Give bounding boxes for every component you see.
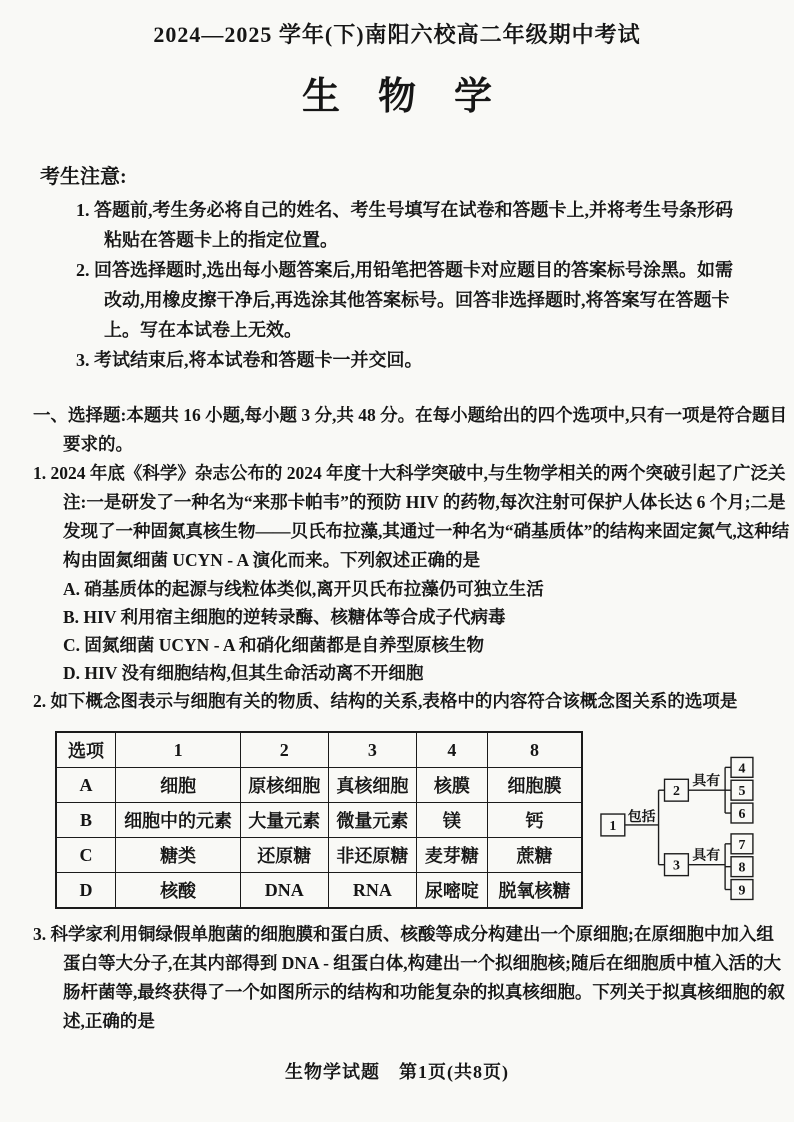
q2-table-cell: C bbox=[56, 838, 116, 873]
q2-table-header-cell: 选项 bbox=[56, 732, 116, 768]
diagram-label-have-top: 具有 bbox=[692, 774, 721, 790]
q2-table-cell: 非还原糖 bbox=[328, 838, 417, 873]
diagram-label-have-bottom: 具有 bbox=[692, 848, 721, 864]
question-1-options bbox=[63, 575, 763, 687]
q2-table-header-cell: 2 bbox=[241, 732, 329, 768]
q2-table-cell: 微量元素 bbox=[328, 803, 417, 838]
question-2-stem: 2. 如下概念图表示与细胞有关的物质、结构的关系,表格中的内容符合该概念图关系的选项是 bbox=[33, 691, 738, 711]
question-1-option-d: D. HIV 没有细胞结构,但其生命活动离不开细胞 bbox=[63, 663, 424, 683]
q2-table-row-a bbox=[56, 768, 582, 803]
q2-table-cell: RNA bbox=[328, 873, 417, 909]
q2-table-row-c bbox=[56, 838, 582, 873]
question-1-option-a: A. 硝基质体的起源与线粒体类似,离开贝氏布拉藻仍可独立生活 bbox=[63, 579, 544, 599]
q2-table-cell: B bbox=[56, 803, 116, 838]
diagram-label-include: 包括 bbox=[628, 809, 656, 825]
q2-table-cell: A bbox=[56, 768, 116, 803]
diagram-node-5: 5 bbox=[738, 784, 746, 800]
question-2-figure bbox=[55, 724, 794, 916]
q2-table-row-d bbox=[56, 873, 582, 909]
notice-list bbox=[76, 195, 740, 375]
notice-item-1: 1. 答题前,考生务必将自己的姓名、考生号填写在试卷和答题卡上,并将考生号条形码粘贴在答题卡上的指定位置。 bbox=[76, 200, 733, 250]
q2-table-header-row bbox=[56, 732, 582, 768]
notice-item-3: 3. 考试结束后,将本试卷和答题卡一并交回。 bbox=[76, 350, 423, 370]
subject-title: 生 物 学 bbox=[301, 76, 492, 118]
q2-table-cell: D bbox=[56, 873, 116, 909]
q2-table-header-cell: 8 bbox=[487, 732, 582, 768]
question-3-stem: 3. 科学家利用铜绿假单胞菌的细胞膜和蛋白质、核酸等成分构建出一个原细胞;在原细胞中加入组蛋白等大分子,在其内部得到 DNA - 组蛋白体,构建出一个拟细胞核;随后在细胞质中植入活的大肠杆菌等,最终获得了一个如图所示的结构和功能复杂的拟真核细胞。下列关于拟真核细胞的叙述,正确的是 bbox=[33, 924, 785, 1031]
diagram-node-8: 8 bbox=[738, 860, 746, 876]
q2-table-cell: 核酸 bbox=[116, 873, 241, 909]
concept-diagram bbox=[595, 724, 794, 916]
q2-table-cell: 真核细胞 bbox=[328, 768, 417, 803]
question-1-stem: 1. 2024 年底《科学》杂志公布的 2024 年度十大科学突破中,与生物学相关的两个突破引起了广泛关注:一是研发了一种名为“来那卡帕韦”的预防 HIV 的药物,每次注射可保护人体长达 6 个月;二是发现了一种固氮真核生物——贝氏布拉藻,其通过一种名为“硝基质体”的结构来固定氮气,这种结构由固氮细菌 UCYN - A 演化而来。下列叙述正确的是 bbox=[33, 463, 790, 570]
q2-table-header-cell: 4 bbox=[417, 732, 488, 768]
q2-table bbox=[55, 731, 583, 909]
diagram-node-1: 1 bbox=[609, 818, 617, 834]
diagram-node-6: 6 bbox=[738, 807, 746, 823]
q2-table-cell: 麦芽糖 bbox=[417, 838, 488, 873]
q2-table-row-b bbox=[56, 803, 582, 838]
notice-heading: 考生注意: bbox=[40, 166, 127, 188]
q2-table-cell: 脱氧核糖 bbox=[487, 873, 582, 909]
q2-table-cell: 糖类 bbox=[116, 838, 241, 873]
diagram-node-2: 2 bbox=[673, 784, 681, 800]
q2-table-cell: 核膜 bbox=[417, 768, 488, 803]
q2-table-cell: 细胞中的元素 bbox=[116, 803, 241, 838]
q2-table-cell: 钙 bbox=[487, 803, 582, 838]
q2-table-cell: 细胞 bbox=[116, 768, 241, 803]
q2-table-cell: 镁 bbox=[417, 803, 488, 838]
diagram-node-3: 3 bbox=[673, 858, 681, 874]
notice-item-2: 2. 回答选择题时,选出每小题答案后,用铅笔把答题卡对应题目的答案标号涂黑。如需改动,用橡皮擦干净后,再选涂其他答案标号。回答非选择题时,将答案写在答题卡上。写在本试卷上无效。 bbox=[76, 260, 733, 340]
q2-table-header-cell: 3 bbox=[328, 732, 417, 768]
q2-table-cell: 细胞膜 bbox=[487, 768, 582, 803]
q2-table-header-cell: 1 bbox=[116, 732, 241, 768]
diagram-node-4: 4 bbox=[738, 761, 746, 777]
question-1-option-b: B. HIV 利用宿主细胞的逆转录酶、核糖体等合成子代病毒 bbox=[63, 607, 506, 627]
q2-table-cell: 尿嘧啶 bbox=[417, 873, 488, 909]
q2-table-cell: DNA bbox=[241, 873, 329, 909]
q2-table-cell: 原核细胞 bbox=[241, 768, 329, 803]
q2-table-cell: 还原糖 bbox=[241, 838, 329, 873]
section-1-heading: 一、选择题:本题共 16 小题,每小题 3 分,共 48 分。在每小题给出的四个选项中,只有一项是符合题目要求的。 bbox=[33, 405, 787, 454]
question-1-option-c: C. 固氮细菌 UCYN - A 和硝化细菌都是自养型原核生物 bbox=[63, 635, 484, 655]
exam-title: 2024—2025 学年(下)南阳六校高二年级期中考试 bbox=[153, 22, 641, 47]
diagram-node-9: 9 bbox=[738, 883, 746, 899]
q2-table-cell: 蔗糖 bbox=[487, 838, 582, 873]
page-footer: 生物学试题 第1页(共8页) bbox=[285, 1062, 509, 1082]
diagram-node-7: 7 bbox=[738, 837, 746, 853]
q2-table-cell: 大量元素 bbox=[241, 803, 329, 838]
